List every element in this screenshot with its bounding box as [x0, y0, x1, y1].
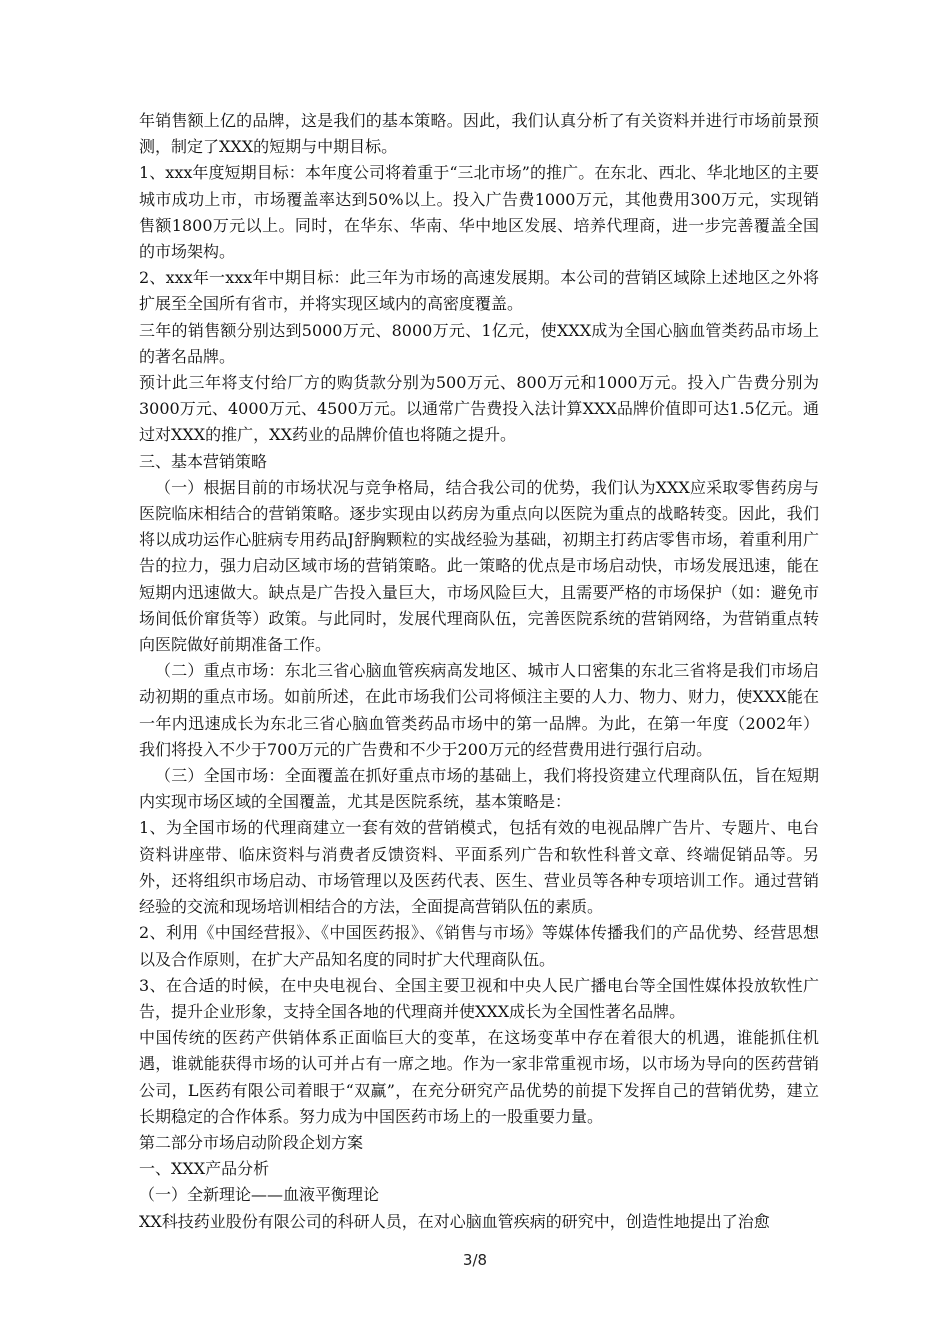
section-heading-basic-strategy: 三、基本营销策略: [139, 451, 268, 471]
paragraph-1: 年销售额上亿的品牌，这是我们的基本策略。因此，我们认真分析了有关资料并进行市场前景预测，制定了XXX的短期与中期目标。: [139, 111, 819, 157]
paragraph-strategy-2: （二）重点市场：东北三省心脑血管疾病高发地区、城市人口密集的东北三省将是我们市场启动初期的重点市场。如前所述，在此市场我们公司将倾注主要的人力、物力、财力，使XXX能在一年内迅速成长为东北三省心脑血管类药品市场中的第一品牌。为此，在第一年度（2002年）我们将投入不少于700万元的广告费和不少于200万元的经营费用进行强行启动。: [139, 661, 819, 759]
paragraph-strategy-1: （一）根据目前的市场状况与竞争格局，结合我公司的优势，我们认为XXX应采取零售药房与医院临床相结合的营销策略。逐步实现由以药房为重点向以医院为重点的战略转变。因此，我们将以成功运作心脏病专用药品J舒胸颗粒的实战经验为基础，初期主打药店零售市场，着重利用广告的拉力，强力启动区域市场的营销策略。此一策略的优点是市场启动快，市场发展迅速，能在短期内迅速做大。缺点是广告投入量巨大，市场风险巨大，且需要严格的市场保护（如：避免市场间低价窜货等）政策。与此同时，发展代理商队伍，完善医院系统的营销网络，为营销重点转向医院做好前期准备工作。: [139, 477, 819, 655]
paragraph-conclusion: 中国传统的医药产供销体系正面临巨大的变革，在这场变革中存在着很大的机遇，谁能抓住机遇，谁就能获得市场的认可并占有一席之地。作为一家非常重视市场，以市场为导向的医药营销公司，L医药有限公司着眼于“双赢”，在充分研究产品优势的前提下发挥自己的营销优势，建立长期稳定的合作体系。努力成为中国医药市场上的一股重要力量。: [139, 1028, 819, 1126]
page-number: 3/8: [462, 1251, 488, 1269]
body-text: [139, 108, 819, 1235]
paragraph-list-2: 2、利用《中国经营报》、《中国医药报》、《销售与市场》等媒体传播我们的产品优势、经营思想以及合作原则，在扩大产品知名度的同时扩大代理商队伍。: [139, 923, 819, 969]
subsection-heading-theory: （一）全新理论——血液平衡理论: [139, 1185, 380, 1205]
section-heading-product-analysis: 一、XXX产品分析: [139, 1159, 270, 1179]
paragraph-list-3: 3、在合适的时候，在中央电视台、全国主要卫视和中央人民广播电台等全国性媒体投放软性广告，提升企业形象，支持全国各地的代理商并使XXX成长为全国性著名品牌。: [139, 975, 819, 1021]
paragraph-list-1: 1、为全国市场的代理商建立一套有效的营销模式，包括有效的电视品牌广告片、专题片、电台资料讲座带、临床资料与消费者反馈资料、平面系列广告和软性科普文章、终端促销品等。另外，还将组织市场启动、市场管理以及医药代表、医生、营业员等各种专项培训工作。通过营销经验的交流和现场培训相结合的方法，全面提高营销队伍的素质。: [139, 818, 819, 917]
paragraph-final: XX科技药业股份有限公司的科研人员，在对心脑血管疾病的研究中，创造性地提出了治愈: [139, 1211, 770, 1231]
paragraph-2: 1、xxx年度短期目标：本年度公司将着重于“三北市场”的推广。在东北、西北、华北地区的主要城市成功上市，市场覆盖率达到50%以上。投入广告费1000万元，其他费用300万元，实现销售额1800万元以上。同时，在华东、华南、华中地区发展、培养代理商，进一步完善覆盖全国的市场架构。: [139, 163, 819, 262]
paragraph-3: 2、xxx年一xxx年中期目标：此三年为市场的高速发展期。本公司的营销区域除上述地区之外将扩展至全国所有省市，并将实现区域内的高密度覆盖。: [139, 268, 819, 314]
part-heading: 第二部分市场启动阶段企划方案: [139, 1132, 364, 1152]
paragraph-4: 三年的销售额分别达到5000万元、8000万元、1亿元，使XXX成为全国心脑血管类药品市场上的著名品牌。: [139, 320, 819, 366]
paragraph-strategy-3: （三）全国市场：全面覆盖在抓好重点市场的基础上，我们将投资建立代理商队伍，旨在短期内实现市场区域的全国覆盖，尤其是医院系统，基本策略是：: [139, 766, 819, 812]
paragraph-5: 预计此三年将支付给厂方的购货款分别为500万元、800万元和1000万元。投入广告费分别为3000万元、4000万元、4500万元。以通常广告费投入法计算XXX品牌价值即可达1.5亿元。通过对XXX的推广，XX药业的品牌价值也将随之提升。: [139, 373, 819, 445]
